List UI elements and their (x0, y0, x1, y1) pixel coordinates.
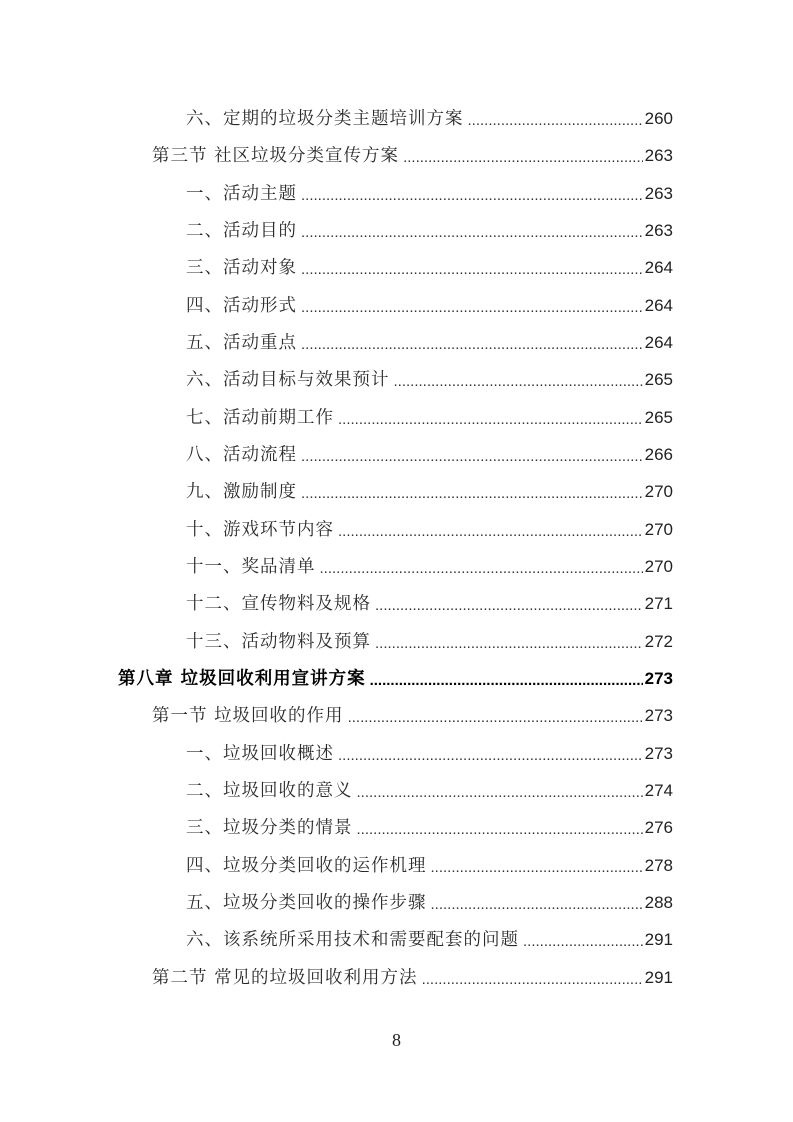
dot-leader (348, 707, 643, 729)
dot-leader (338, 521, 643, 543)
toc-entry[interactable] (186, 255, 673, 281)
toc-entry-page: 273 (644, 744, 673, 763)
toc-entry-title: 八、活动流程 (186, 445, 297, 465)
toc-entry[interactable] (186, 405, 673, 431)
toc-entry-title: 十一、奖品清单 (186, 557, 316, 577)
dot-leader (394, 371, 643, 393)
toc-entry-title: 第二节 常见的垃圾回收利用方法 (152, 968, 418, 988)
toc-entry-title: 一、活动主题 (186, 184, 297, 204)
toc-entry[interactable] (186, 517, 673, 543)
toc-entry[interactable] (152, 143, 673, 169)
toc-entry-title: 六、活动目标与效果预计 (186, 370, 390, 390)
toc-entry-page: 266 (644, 445, 673, 464)
toc-entry[interactable] (152, 703, 673, 729)
toc-entry[interactable] (152, 965, 673, 991)
toc-chapter-entry[interactable] (118, 666, 673, 692)
toc-entry-page: 260 (644, 109, 673, 128)
page-number: 8 (392, 1030, 401, 1050)
toc-entry-page: 264 (644, 296, 673, 315)
toc-entry-title: 第一节 垃圾回收的作用 (152, 706, 344, 726)
dot-leader (431, 857, 643, 879)
dot-leader (370, 670, 643, 692)
toc-entry-title: 七、活动前期工作 (186, 408, 334, 428)
dot-leader (403, 147, 643, 169)
toc-entry[interactable] (186, 181, 673, 207)
toc-entry-title: 四、垃圾分类回收的运作机理 (186, 856, 427, 876)
toc-entry-title: 五、活动重点 (186, 333, 297, 353)
dot-leader (357, 819, 643, 841)
dot-leader (357, 782, 643, 804)
toc-entry-page: 288 (644, 893, 673, 912)
toc-entry-page: 265 (644, 370, 673, 389)
toc-entry[interactable] (186, 367, 673, 393)
toc-entry-title: 九、激励制度 (186, 482, 297, 502)
toc-entry-title: 十三、活动物料及预算 (186, 632, 371, 652)
toc-entry[interactable] (186, 330, 673, 356)
dot-leader (301, 259, 643, 281)
toc-entry-page: 264 (644, 258, 673, 277)
dot-leader (301, 483, 643, 505)
dot-leader (523, 931, 643, 953)
toc-entry-title: 一、垃圾回收概述 (186, 744, 334, 764)
toc-entry-page: 271 (644, 594, 673, 613)
dot-leader (301, 446, 643, 468)
dot-leader (431, 894, 643, 916)
toc-entry[interactable] (186, 890, 673, 916)
dot-leader (375, 633, 643, 655)
toc-entry-title: 六、该系统所采用技术和需要配套的问题 (186, 930, 519, 950)
toc-entry[interactable] (186, 927, 673, 953)
toc-entry-page: 263 (644, 221, 673, 240)
dot-leader (338, 745, 643, 767)
toc-entry-title: 四、活动形式 (186, 296, 297, 316)
dot-leader (301, 222, 643, 244)
toc-entry[interactable] (186, 479, 673, 505)
toc-entry-page: 274 (644, 781, 673, 800)
toc-entry[interactable] (186, 293, 673, 319)
dot-leader (338, 409, 643, 431)
toc-entry[interactable] (186, 442, 673, 468)
dot-leader (422, 969, 643, 991)
toc-entry-page: 276 (644, 818, 673, 837)
toc-entry-page: 291 (644, 968, 673, 987)
dot-leader (301, 185, 643, 207)
toc-entry-page: 272 (644, 632, 673, 651)
toc-entry-title: 第八章 垃圾回收利用宣讲方案 (118, 669, 366, 689)
toc-entry-page: 278 (644, 856, 673, 875)
dot-leader (301, 334, 643, 356)
toc-entry-title: 二、活动目的 (186, 221, 297, 241)
toc-entry[interactable] (186, 591, 673, 617)
toc-entry-title: 三、活动对象 (186, 258, 297, 278)
toc-entry-title: 二、垃圾回收的意义 (186, 781, 353, 801)
toc-entry-page: 263 (644, 146, 673, 165)
toc-entry[interactable] (186, 554, 673, 580)
toc-entry-title: 五、垃圾分类回收的操作步骤 (186, 893, 427, 913)
toc-entry[interactable] (186, 629, 673, 655)
toc-entry-page: 265 (644, 408, 673, 427)
toc-entry[interactable] (186, 106, 673, 132)
toc-entry-title: 三、垃圾分类的情景 (186, 818, 353, 838)
toc-entry[interactable] (186, 853, 673, 879)
toc-entry-title: 第三节 社区垃圾分类宣传方案 (152, 146, 400, 166)
toc-entry[interactable] (186, 741, 673, 767)
toc-entry-title: 六、定期的垃圾分类主题培训方案 (186, 109, 464, 129)
toc-entry[interactable] (186, 218, 673, 244)
toc-entry[interactable] (186, 778, 673, 804)
toc-entry-page: 270 (644, 482, 673, 501)
toc-entry-page: 270 (644, 520, 673, 539)
dot-leader (320, 558, 643, 580)
toc-entry[interactable] (186, 815, 673, 841)
toc-entry-page: 264 (644, 333, 673, 352)
toc-entry-page: 263 (644, 184, 673, 203)
dot-leader (301, 297, 643, 319)
toc-entry-page: 291 (644, 930, 673, 949)
toc-entry-page: 273 (644, 669, 673, 688)
toc-entry-page: 273 (644, 706, 673, 725)
toc-entry-title: 十、游戏环节内容 (186, 520, 334, 540)
toc-entry-page: 270 (644, 557, 673, 576)
dot-leader (468, 110, 643, 132)
dot-leader (375, 595, 643, 617)
toc-entry-title: 十二、宣传物料及规格 (186, 594, 371, 614)
